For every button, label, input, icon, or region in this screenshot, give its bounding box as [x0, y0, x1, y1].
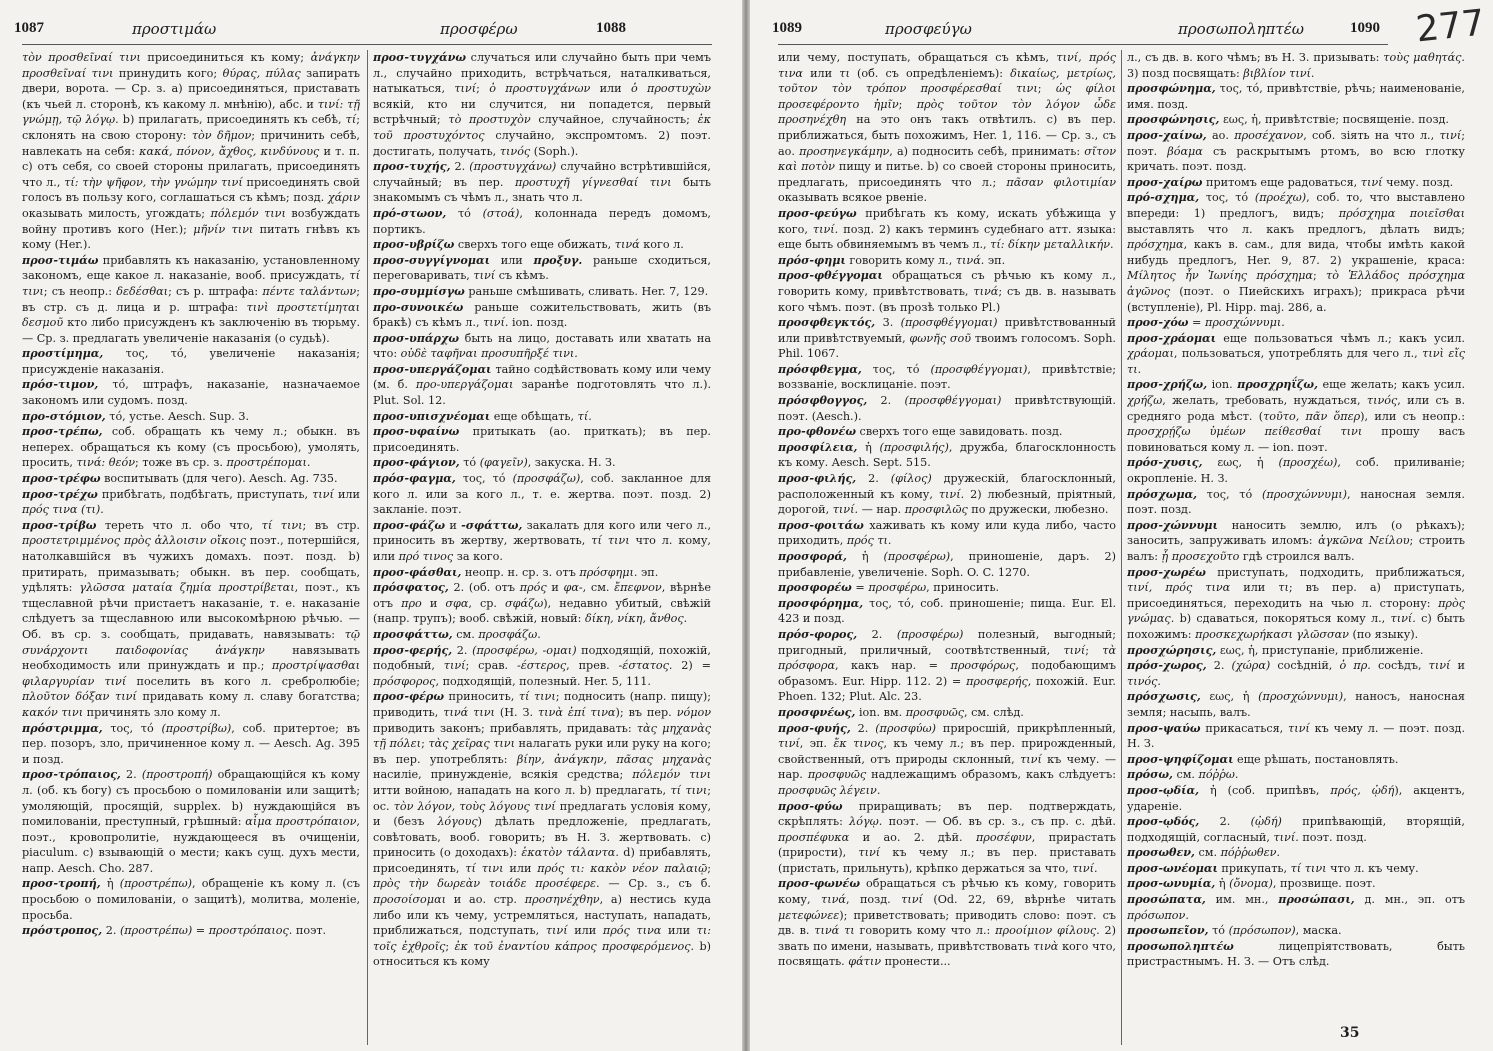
column-divider [367, 50, 368, 1045]
dictionary-entry: προσφάττω, см. προσφάζω. [373, 626, 541, 641]
dictionary-entry: προσ-χωρέω приступать, подходить, приближаться, τινί, πρός τινα или τι; въ пер. а) приступать, присоединяться, переходить на чью л. сторону: πρὸς γνώμας. b) сдаваться, покоряться кому л., τινί. с) быть похожимъ: προσκεχωρήκασι γλῶσσαν (по языку). [1127, 564, 1465, 641]
dictionary-entry: προσ-φάγιον, τό (φαγεῖν), закуска. Н. З. [373, 455, 616, 470]
dictionary-entry: πρόσφθεγμα, τος, τό (προσφθέγγομαι), привѣтствіе; воззваніе, восклицаніе. поэт. [778, 361, 1116, 392]
dictionary-entry: προσ-χόω = προσχώννυμι. [1127, 315, 1285, 330]
dictionary-entry: προσ-φωνέω обращаться съ рѣчью къ кому, говорить кому, τινά, позд. τινί (Od. 22, 69, вѣрнѣе читать μετεφώνεε); приветствовать; приводить слово: поэт. съ дв. в. τινά τι говорить кому что л.: προοίμιον φίλους. 2) звать по имени, называть, привѣтствовать τινὰ кого что, посвящать. φάτιν пронести... [778, 876, 1116, 969]
dictionary-entry: προσ-φύω приращивать; въ пер. подтверждать, скрѣплять: λόγῳ. поэт. — Об. въ ср. з., съ пр. с. дѣй. προσπέφυκα и ао. 2. дѣй. προσέφυν, прирастать (прирости), τινί къ чему л.; въ пер. приставать (пристать, прильнуть), крѣпко держаться за что, τινί. [778, 798, 1116, 875]
dictionary-entry: προσ-ῳδία, ἡ (соб. припѣвъ, πρός, ᾠδή), акцентъ, удареніе. [1127, 782, 1465, 813]
dictionary-entry: προσ-τυγχάνω случаться или случайно быть при чемъ л., случайно приходить, встрѣчаться, наталкиваться, натыкаться, τινί; ὁ προστυγχάνων или ὁ προστυχὼν всякій, кто ни случится, ни попадется, первый встрѣчный; τὸ προστυχὸν случайное, случайность; ἐκ τοῦ προστυχόντος случайно, экспромтомъ. 2) поэт. достигать, получать, τινός (Soph.). [373, 50, 711, 158]
dictionary-entry: προ-φθονέω сверхъ того еще завидовать. позд. [778, 424, 1063, 439]
dictionary-entry: προσ-χρήζω, ion. προσχρηΐζω, еще желать; какъ усил. χρήζω, желать, требовать, нуждаться, τινός, или съ в. средняго рода мѣст. (τοῦτο, πᾶν ὅπερ), или съ неопр.: προσχρῄζω ὑμέων πείθεσθαί τινι прошу васъ повиноваться кому л. — ion. поэт. [1127, 377, 1465, 454]
dictionary-entry: προσφώνημα, τος, τό, привѣтствіе, рѣчь; наименованіе, имя. позд. [1127, 81, 1465, 111]
dictionary-entry: προσφορά, ἡ (προσφέρω), приношеніе, даръ. 2) прибавленіе, увеличеніе. Soph. O. C. 1270. [778, 549, 1116, 579]
dictionary-entry: προσ-υβρίζω сверхъ того еще обижать, τινά кого л. [373, 237, 684, 252]
dictionary-entry: προσωποληπτέω лицепріятствовать, быть пристрастнымъ. Н. З. — Отъ слѣд. [1127, 938, 1465, 969]
dictionary-entry: προσ-τρέφω воспитывать (для чего). Aesch. Ag. 735. [22, 471, 338, 486]
dictionary-entry: προσ-τρέπω, соб. обращать къ чему л.; обыкн. въ неперех. обращаться къ кому (съ просьбою), умолять, просить, τινά: θεόν; тоже въ ср. з. προστρέπομαι. [22, 424, 360, 470]
dictionary-entry: προσ-φοιτάω хаживать къ кому или куда либо, часто приходить, πρός τι. [778, 517, 1116, 548]
right-page-column-1 [778, 50, 1116, 1040]
page-number-1087: 1087 [14, 20, 44, 36]
running-head-left: προσφεύγω [885, 20, 972, 38]
left-page [0, 0, 742, 1051]
dictionary-entry: προσ-φθέγγομαι обращаться съ рѣчью къ кому л., говорить кому, привѣтствовать, τινά; съ дв. в. называть кого чѣмъ. поэт. (въ прозѣ только Pl.) [778, 268, 1116, 314]
dictionary-entry: πρόσχωσις, εως, ἡ (προσχώννυμι), наносъ, наносная земля; насыпь, валъ. [1127, 689, 1465, 719]
dictionary-entry: πρό-σχημα, τος, τό (προέχω), соб. то, что выставлено впереди: 1) предлогъ, видъ; πρόσχημα ποιεῖσθαι выставлять что л. какъ предлогъ, дѣлать видъ; πρόσχημα, какъ в. сам., для вида, чтобы имѣть какой нибудь предлогъ, Her. 9, 87. 2) украшеніе, краса: Μίλητος ἦν Ἰωνίης πρόσχημα; τὸ Ἑλλάδος πρόσχημα ἀγῶνος (поэт. о Пиейскихъ играхъ); прикраса рѣчи (вступленіе), Pl. Hipp. maj. 286, а. [1127, 190, 1465, 314]
dictionary-entry: πρόσ-τιμον, τό, штрафъ, наказаніе, назначаемое закономъ или судомъ. позд. [22, 377, 360, 408]
header-rule [22, 44, 712, 45]
dictionary-entry: προσ-συγγίγνομαι или προξυγ. раньше сходиться, переговаривать, τινί съ кѣмъ. [373, 252, 711, 283]
dictionary-entry: προ-στόμιον, τό, устье. Aesch. Sup. 3. [22, 408, 249, 423]
dictionary-entry: πρόσ-χυσις, εως, ἡ (προσχέω), соб. приливаніе; окропленіе. Н. З. [1127, 455, 1465, 486]
dictionary-entry: προσ-υπάρχω быть на лицо, доставать или хватать на что: οὐδὲ ταφῆναι προσυπῆρξέ τινι. [373, 330, 711, 361]
right-page-column-2 [1127, 50, 1465, 1020]
dictionary-entry: πρόσφατος, 2. (об. отъ πρός и φα-, см. ἔπεφνον, вѣрнѣе отъ προ и σφα, ср. σφάζω), недавно убитый, свѣжій (напр. трупъ); вооб. свѣжій, новый: δίκη, νίκη, ἄνθος. [373, 580, 711, 626]
dictionary-entry: πρό-στωον, τό (στοά), колоннада передъ домомъ, портикъ. [373, 205, 711, 236]
dictionary-entry: προσ-τρέχω прибѣгать, подбѣгать, приступать, τινί или πρός τινα (τι). [22, 486, 360, 517]
dictionary-entry: προσ-χαίρω притомъ еще радоваться, τινί чему. позд. [1127, 174, 1454, 189]
dictionary-entry: προσ-φιλής, 2. (φίλος) дружескій, благосклонный, расположенный къ кому, τινί. 2) любезный, пріятный, дорогой, τινί. — нар. προσφιλῶς по дружески, любезно. [778, 471, 1116, 517]
right-page [750, 0, 1493, 1051]
dictionary-entry: προσ-τιμάω прибавлять къ наказанію, установленному закономъ, еще какое л. наказаніе, вооб. присуждать, τί τινι; съ неопр.: δεδέσθαι; съ р. штрафа: πέντε ταλάντων; въ стр. съ д. лица и р. штрафа: τινὶ προστετίμηται δεσμοῦ кто либо присужденъ къ заключенію въ тюрьму. — Ср. з. предлагать увеличеніе наказанія (о судьѣ). [22, 252, 360, 345]
left-page-column-1 [22, 50, 360, 1045]
dictionary-entry: προ-συνοικέω раньше сожительствовать, жить (въ бракѣ) съ кѣмъ л., τινί. ion. позд. [373, 299, 711, 330]
dictionary-entry: προσ-φάσθαι, неопр. н. ср. з. отъ πρόσφημι. эп. [373, 564, 659, 579]
dictionary-entry: προσφόρημα, τος, τό, соб. приношеніе; пища. Eur. El. 423 и позд. [778, 595, 1116, 626]
left-page-column-2 [373, 50, 711, 1045]
dictionary-entry: πρόσ-φαγμα, τος, τό (προσφάζω), соб. закланное для кого л. или за кого л., т. е. жертва. поэт. позд. 2) закланіе. поэт. [373, 471, 711, 517]
dictionary-entry: προσ-φάζω и -σφάττω, закалать для кого или чего л., приносить въ жертву, жертвовать, τί τινι что л. кому, или πρό τινος за кого. [373, 517, 711, 563]
dictionary-entry: προ-συμμίσγω раньше смѣшивать, сливать. Her. 7, 129. [373, 283, 709, 298]
dictionary-entry: προσ-ψαύω прикасаться, τινί къ чему л. — поэт. позд. Н. З. [1127, 720, 1465, 751]
dictionary-entry: προστίμημα, τος, τό, увеличеніе наказанія; присужденіе наказанія. [22, 346, 360, 376]
dictionary-entry: προσ-φυής, 2. (προσφύω) приросшій, прикрѣпленный, τινί, эп. ἔκ τινος, къ чему л.; въ пер. прирожденный, свойственный, отъ природы склонный, τινί къ чему. — нар. προσφυῶς надлежащимъ образомъ, какъ слѣдуетъ: προσφυῶς λέγειν. [778, 720, 1116, 797]
dictionary-entry: προσ-ωνέομαι прикупать, τί τινι что л. къ чему. [1127, 860, 1419, 875]
dictionary-entry: προσ-χώννυμι наносить землю, илъ (о рѣкахъ); заносить, запруживать иломъ: ἀγκῶνα Νείλου; строить валъ: ᾗ προσεχοῦτο гдѣ строился валъ. [1127, 517, 1465, 563]
dictionary-entry: προσ-φέρω приносить, τί τινι; подносить (напр. пищу); приводить, τινά τινι (Н. З. τινὰ ἐπί τινα); въ пер. νόμον приводить законъ; прибавлять, придавать: τὰς μηχανὰς τῇ πόλει; τὰς χεῖρας τινι налагать руки или руку на кого; въ пер. употреблять: βίην, ἀνάγκην, πᾶσας μηχανὰς насиліе, принужденіе, всякія средства; πόλεμόν τινι итти войною, нападать на кого л. b) предлагать, τί τινι; ос. τὸν λόγον, τοὺς λόγους τινί предлагать условія кому, и (безъ λόγους) дѣлать предложеніе, предлагать, совѣтовать, вооб. говорить; въ Н. З. жертвовать. с) приносить (о доходахъ): ἑκατὸν τάλαντα. d) прибавлять, присоединять, τί τινι или πρός τι: κακὸν νέον παλαιῷ; πρὸς τὴν δωρεὰν τοιάδε προσέφερε. — Ср. з., съ б. προσοίσομαι и ао. стр. προσηνέχθην, а) нестись куда либо или къ чему, устремляться, наступать, нападать, приближаться, подступать, τινί или πρός τινα или τι: τοῖς ἐχθροῖς; ἐκ τοῦ ἐναντίου κάπρος προσφερόμενος. b) относиться къ кому [373, 689, 711, 969]
page-number-1089: 1089 [772, 20, 802, 36]
dictionary-entry: προσ-ωνυμία, ἡ (ὄνομα), прозвище. поэт. [1127, 876, 1376, 891]
book-gutter [742, 0, 750, 1051]
dictionary-entry: πρόσ-φημι говорить кому л., τινά. эп. [778, 252, 1006, 267]
dictionary-entry: πρόσω, см. πόῤῥω. [1127, 767, 1239, 782]
dictionary-entry: или чему, поступать, обращаться съ кѣмъ, τινί, πρός τινα или τι (об. съ опредѣленіемъ): δικαίως, μετρίως, τοῦτον τὸν τρόπον προσφέρεσθαί τινι; ὡς φίλοι προσεφέροντο ἡμῖν; πρὸς τοῦτον τὸν λόγον ὧδε προσηνέχθη на это онъ такъ отвѣтилъ. с) въ пер. приближаться, быть похожимъ, Her. 1, 116. — Ср. з., съ ао. προσηνεγκάμην, а) подносить себѣ, принимать: σῖτον καὶ ποτὸν пищу и питье. b) со своей стороны приносить, предлагать, присоединять что л.; πᾶσαν φιλοτιμίαν оказывать всякое рвеніе. [778, 51, 1116, 205]
running-head-left: προστιμάω [132, 20, 217, 38]
column-divider [1121, 50, 1122, 1045]
signature-number: 35 [1340, 1025, 1360, 1041]
dictionary-entry: προσφίλεια, ἡ (προσφιλής), дружба, благосклонность къ кому. Aesch. Sept. 515. [778, 439, 1116, 470]
dictionary-entry: πρόστροπος, 2. (προστρέπω) = προστρόπαιος. поэт. [22, 923, 327, 938]
dictionary-entry: προσ-τροπή, ἡ (προστρέπω), обращеніе къ кому л. (съ просьбою о помилованіи, о защитѣ), молитва, моленіе, просьба. [22, 876, 360, 922]
dictionary-entry: προσ-τρόπαιος, 2. (προστροπή) обращающійся къ кому л. (об. къ богу) съ просьбою о помилованіи или защитѣ; умоляющій, просящій, supplex. b) нуждающійся въ помилованіи, преступный, грѣшный: αἷμα προστρόπαιον, поэт., кровопролитіе, нуждающееся въ очищеніи, piaculum. с) взывающій о мести; какъ сущ. духъ мести, напр. Aesch. Cho. 287. [22, 767, 360, 875]
dictionary-entry: προσ-χράομαι еще пользоваться чѣмъ л.; какъ усил. χράομαι, пользоваться, употреблять для чего л., τινὶ εἴς τι. [1127, 330, 1465, 376]
dictionary-entry: προσ-υφαίνω притыкать (ао. приткать); въ пер. присоединять. [373, 424, 711, 454]
dictionary-entry: προσ-φερής, 2. (προσφέρω, -ομαι) подходящій, похожій, подобный, τινί; срав. -έστερος, прев. -έστατος. 2) = πρόσφορος, подходящій, полезный. Her. 5, 111. [373, 642, 711, 688]
dictionary-entry: προσχώρησις, εως, ἡ, приступаніе, приближеніе. [1127, 642, 1424, 657]
dictionary-entry: προσ-ψηφίζομαι еще рѣшать, постановлять. [1127, 751, 1399, 766]
dictionary-entry: προσφώνησις, εως, ἡ, привѣтствіе; посвященіе. позд. [1127, 112, 1449, 127]
dictionary-entry: πρόσ-φορος, 2. (προσφέρω) полезный, выгодный; пригодный, приличный, соотвѣтственный, τινί; τὰ πρόσφορα, какъ нар. = προσφόρως, подобающимъ образомъ. Eur. Hipp. 112. 2) = προσφερής, похожій. Eur. Phoen. 132; Plut. Alc. 23. [778, 626, 1116, 704]
dictionary-entry: τὸν προσθεῖναί τινι присоединиться къ кому; ἀνάγκην προσθεῖναί τινι принудить кого; θύρας, πύλας запирать двери, ворота. — Ср. з. а) присоединяться, приставать (къ чьей л. сторонѣ, къ какому л. мнѣнію), абс. и τινί: τῇ γνώμῃ, τῷ λόγῳ. b) прилагать, присоединять къ себѣ, τί; склонять на свою сторону: τὸν δῆμον; причинить себѣ, навлекать на себя: κακά, πόνον, ἄχθος, κινδύνους и т. п. с) отъ себя, со своей стороны прилагать, присоединять что л., τί: τὴν ψῆφον, τὴν γνώμην τινί присоединять свой голосъ въ пользу кого, соглашаться съ кѣмъ; позд. χάριν оказывать милость, угождать; πόλεμόν τινι возбуждать войну противъ кого (Her.); μῆνίν τινι питать гнѣвъ къ кому (Her.). [22, 51, 360, 252]
dictionary-entry: προσώπατα, им. мн., προσώπασι, д. мн., эп. отъ πρόσωπον. [1127, 892, 1465, 922]
dictionary-entry: πρόσ-χωρος, 2. (χώρα) сосѣдній, ὁ πρ. сосѣдъ, τινί и τινός. [1127, 658, 1465, 688]
dictionary-entry: προσ-τυχής, 2. (προστυγχάνω) случайно встрѣтившійся, случайный; въ пер. προστυχῆ γίγνεσθαί τινι быть знакомымъ съ чѣмъ л., знать что л. [373, 159, 711, 205]
dictionary-entry: πρόστριμμα, τος, τό (προστρίβω), соб. притертое; въ пер. позоръ, зло, причиненное кому л. — Aesch. Ag. 395 и позд. [22, 720, 360, 766]
running-head-right: προσωποληπτέω [1178, 20, 1304, 38]
dictionary-entry: προσφθεγκτός, 3. (προσφθέγγομαι) привѣтствованный или привѣтствуемый, φωνῆς σοῦ твоимъ голосомъ. Soph. Phil. 1067. [778, 315, 1116, 361]
dictionary-entry: προσφνέως, ion. вм. προσφυῶς, см. слѣд. [778, 704, 1024, 719]
running-head-right: προσφέρω [440, 20, 518, 38]
dictionary-entry: л., съ дв. в. кого чѣмъ; въ Н. З. призывать: τοὺς μαθητάς. 3) позд посвящать: βιβλίον τινί. [1127, 51, 1465, 80]
dictionary-entry: προσωθεν, см. πόῤῥωθεν. [1127, 845, 1281, 860]
handwritten-mark: 277 [1414, 2, 1487, 51]
dictionary-entry: προσ-φεύγω прибѣгать къ кому, искать убѣжища у кого, τινί. позд. 2) какъ терминъ судебнаго атт. языка: еще быть обвиняемымъ въ чемъ л., τί: δίκην μεταλλικήν. [778, 205, 1116, 252]
dictionary-entry: πρόσχωμα, τος, τό (προσχώννυμι), наносная земля. поэт. позд. [1127, 486, 1465, 517]
page-number-1088: 1088 [596, 20, 626, 36]
dictionary-entry: προσ-ῳδός, 2. (ᾠδή) припѣвающій, вторящій, подходящій, согласный, τινί. поэт. позд. [1127, 814, 1465, 844]
header-rule [778, 44, 1388, 45]
page-number-1090: 1090 [1350, 20, 1380, 36]
dictionary-entry: προσφορέω = προσφέρω, приносить. [778, 580, 1000, 595]
dictionary-entry: προσ-τρίβω тереть что л. обо что, τί τινι; въ стр. προστετριμμένος πρὸς ἀλλοισιν οἴκοις поэт., потершійся, натолкавшійся въ чужихъ домахъ. поэт. позд. b) притирать, примазывать; обыкн. въ пер. сообщать, удѣлять: γλῶσσα ματαία ζημία προστρίβεται, поэт., къ тщеславной рѣчи пристаетъ наказаніе, т. е. наказаніе слѣдуетъ за тщеславною или высокомѣрною рѣчью. — Об. въ ср. з. сообщать, придавать, навязывать: τῷ συνάρχοντι παιδοφονίας ἀνάγκην навязывать необходимость или принуждать и пр.; προστρίψασθαι φιλαργυρίαν τινί поселить въ кого л. сребролюбіе; πλοῦτον δόξαν τινί придавать кому л. славу богатства; κακόν τινι причинять зло кому л. [22, 517, 360, 719]
dictionary-entry: προσωπεῖον, τό (πρόσωπον), маска. [1127, 923, 1342, 938]
dictionary-entry: προσ-υπισχνέομαι еще обѣщать, τί. [373, 408, 592, 423]
dictionary-entry: προσ-υπεργάζομαι тайно содѣйствовать кому или чему (м. б. προ-υπεργάζομαι заранѣе подготовлять что л.). Plut. Sol. 12. [373, 361, 711, 408]
dictionary-entry: πρόσφθογγος, 2. (προσφθέγγομαι) привѣтствующій. поэт. (Aesch.). [778, 393, 1116, 423]
dictionary-entry: προσ-χαίνω, ао. προσέχανον, соб. зіять на что л., τινί; поэт. βόαμα съ раскрытымъ ртомъ, во всю глотку кричать. поэт. позд. [1127, 127, 1465, 174]
